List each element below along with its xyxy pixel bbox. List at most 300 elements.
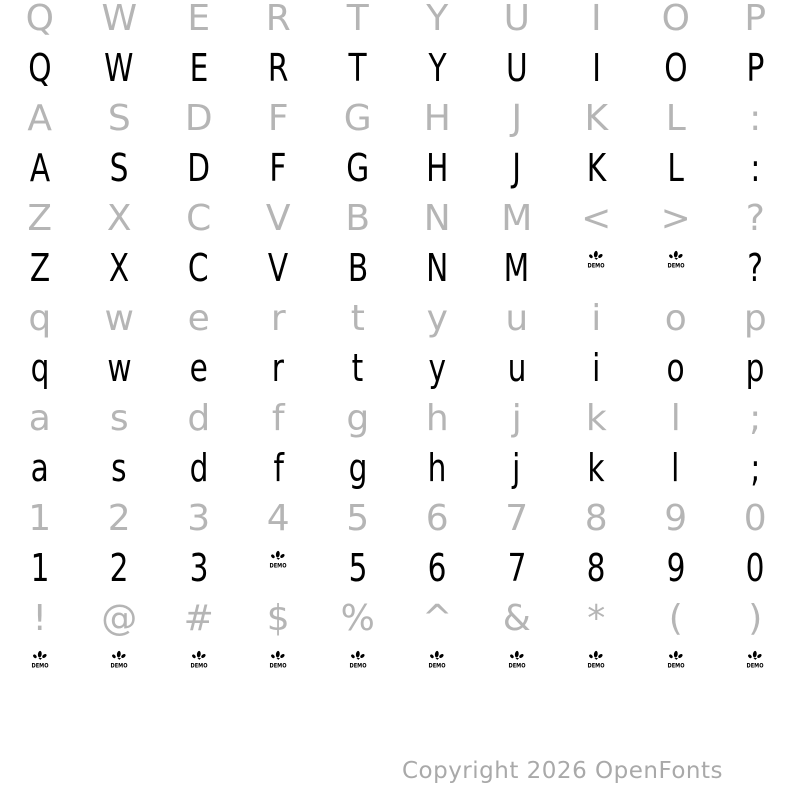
- glyph-cell: [398, 500, 478, 550]
- glyph: :: [750, 146, 761, 190]
- glyph: L: [665, 98, 686, 139]
- glyph-cell: [0, 546, 80, 600]
- glyph-row-reference: [0, 200, 795, 250]
- glyph: i: [592, 346, 601, 390]
- glyph-cell: [318, 146, 398, 200]
- glyph: p: [743, 298, 767, 339]
- demo-glyph-label: DEMO: [110, 662, 128, 669]
- glyph-cell: [159, 546, 239, 600]
- glyph-cell: [557, 300, 637, 350]
- glyph: 0: [743, 498, 767, 539]
- glyph: w: [107, 346, 132, 390]
- glyph: 0: [745, 546, 765, 590]
- glyph-cell: [477, 246, 557, 300]
- glyph-cell: [0, 46, 80, 100]
- glyph-cell: [80, 500, 160, 550]
- glyph-cell: [318, 400, 398, 450]
- demo-glyph-label: DEMO: [667, 662, 685, 669]
- demo-glyph-icon: [745, 650, 765, 669]
- glyph: u: [505, 298, 529, 339]
- demo-glyph-icon: [427, 650, 447, 669]
- glyph-cell: [636, 546, 716, 600]
- glyph-cell: [159, 346, 239, 400]
- glyph-cell: [0, 146, 80, 200]
- glyph-cell: [716, 346, 796, 400]
- glyph-cell: [239, 46, 319, 100]
- glyph-row-specimen: [0, 346, 795, 400]
- glyph-cell: [239, 400, 319, 450]
- demo-glyph-icon: [268, 650, 288, 669]
- demo-glyph-label: DEMO: [349, 662, 367, 669]
- glyph-cell: [318, 446, 398, 500]
- glyph: Y: [426, 0, 449, 39]
- glyph: M: [503, 246, 530, 290]
- glyph: P: [746, 46, 765, 90]
- glyph: X: [106, 198, 132, 239]
- glyph-cell: [398, 146, 478, 200]
- glyph-cell: [716, 300, 796, 350]
- demo-glyph-label: DEMO: [587, 262, 605, 269]
- glyph: g: [348, 446, 368, 490]
- glyph: Z: [27, 198, 53, 239]
- glyph: 9: [666, 546, 686, 590]
- glyph-cell: [159, 600, 239, 650]
- glyph-cell: [557, 546, 637, 600]
- glyph-row-reference: [0, 500, 795, 550]
- glyph-cell: [557, 200, 637, 250]
- glyph-cell: [80, 0, 160, 50]
- glyph: f: [271, 398, 285, 439]
- glyph: E: [187, 0, 211, 39]
- glyph: S: [107, 98, 131, 139]
- glyph-cell: [159, 46, 239, 100]
- glyph: #: [183, 598, 214, 639]
- glyph: 3: [187, 498, 211, 539]
- demo-glyph-icon: [666, 650, 686, 669]
- demo-glyph-icon: [586, 650, 606, 669]
- glyph-cell: [398, 200, 478, 250]
- glyph: O: [664, 46, 688, 90]
- glyph-cell: [716, 400, 796, 450]
- glyph-cell: [636, 300, 716, 350]
- glyph-cell: [557, 100, 637, 150]
- glyph: N: [426, 246, 449, 290]
- glyph-cell: [716, 100, 796, 150]
- glyph: Q: [25, 0, 54, 39]
- glyph: r: [272, 346, 285, 390]
- glyph: l: [671, 446, 680, 490]
- glyph-cell: [477, 46, 557, 100]
- glyph-cell: [716, 650, 796, 700]
- glyph-cell: [477, 500, 557, 550]
- glyph: u: [507, 346, 527, 390]
- glyph-cell: [0, 400, 80, 450]
- glyph: h: [427, 446, 447, 490]
- glyph: 5: [348, 546, 368, 590]
- glyph-cell: [477, 146, 557, 200]
- glyph: a: [30, 446, 49, 490]
- glyph-cell: [0, 200, 80, 250]
- glyph: d: [189, 446, 209, 490]
- glyph-cell: [477, 600, 557, 650]
- glyph-cell: [80, 546, 160, 600]
- glyph: E: [189, 46, 209, 90]
- glyph: t: [350, 298, 365, 339]
- demo-glyph-label: DEMO: [31, 662, 49, 669]
- glyph-row-reference: [0, 600, 795, 650]
- glyph-cell: [239, 446, 319, 500]
- glyph: P: [744, 0, 767, 39]
- glyph: Q: [28, 46, 52, 90]
- glyph-cell: [318, 200, 398, 250]
- glyph-cell: [80, 346, 160, 400]
- glyph-cell: [636, 100, 716, 150]
- glyph: r: [270, 298, 286, 339]
- glyph-row-specimen: [0, 546, 795, 600]
- glyph-cell: [636, 46, 716, 100]
- glyph: Y: [428, 46, 447, 90]
- glyph-cell: [239, 650, 319, 700]
- glyph: K: [584, 98, 609, 139]
- glyph: 6: [425, 498, 449, 539]
- glyph: o: [664, 298, 687, 339]
- glyph: F: [267, 98, 289, 139]
- glyph-cell: [636, 200, 716, 250]
- glyph-cell: [398, 100, 478, 150]
- glyph: G: [346, 146, 370, 190]
- glyph: (: [668, 598, 683, 639]
- glyph: q: [30, 346, 50, 390]
- glyph-cell: [318, 46, 398, 100]
- glyph: C: [186, 198, 212, 239]
- glyph: 5: [346, 498, 370, 539]
- demo-glyph-label: DEMO: [269, 562, 287, 569]
- glyph: N: [423, 198, 451, 239]
- glyph-cell: [477, 546, 557, 600]
- glyph-cell: [239, 346, 319, 400]
- glyph-cell: [557, 46, 637, 100]
- glyph: I: [590, 0, 602, 39]
- glyph-cell: [398, 546, 478, 600]
- glyph: 2: [107, 498, 131, 539]
- glyph-cell: [80, 246, 160, 300]
- glyph: !: [32, 598, 47, 639]
- glyph-cell: [477, 200, 557, 250]
- demo-glyph-label: DEMO: [428, 662, 446, 669]
- glyph-cell: [636, 500, 716, 550]
- glyph-cell: [318, 246, 398, 300]
- glyph: T: [346, 0, 369, 39]
- glyph-cell: [557, 346, 637, 400]
- glyph-cell: [636, 446, 716, 500]
- glyph-cell: [716, 0, 796, 50]
- glyph-cell: [239, 0, 319, 50]
- glyph-row-specimen: [0, 46, 795, 100]
- glyph: i: [591, 298, 602, 339]
- glyph-cell: [0, 650, 80, 700]
- glyph-cell: [0, 500, 80, 550]
- glyph: I: [591, 46, 601, 90]
- glyph: j: [512, 446, 521, 490]
- glyph-cell: [80, 650, 160, 700]
- glyph-cell: [318, 546, 398, 600]
- glyph-row-reference: [0, 0, 795, 50]
- glyph: F: [269, 146, 287, 190]
- glyph-cell: [716, 146, 796, 200]
- glyph-row-specimen: [0, 146, 795, 200]
- glyph: ): [748, 598, 763, 639]
- glyph: V: [265, 198, 291, 239]
- glyph: ?: [745, 198, 765, 239]
- glyph-cell: [159, 0, 239, 50]
- glyph-row-reference: [0, 100, 795, 150]
- glyph-cell: [477, 300, 557, 350]
- glyph-cell: [80, 600, 160, 650]
- glyph-cell: [477, 446, 557, 500]
- glyph: >: [660, 198, 691, 239]
- glyph-cell: [398, 446, 478, 500]
- glyph-cell: [80, 200, 160, 250]
- glyph: L: [667, 146, 684, 190]
- glyph-cell: [557, 500, 637, 550]
- glyph: y: [428, 346, 447, 390]
- demo-glyph-icon: [189, 650, 209, 669]
- glyph-cell: [239, 200, 319, 250]
- glyph-cell: [636, 250, 716, 300]
- glyph-cell: [636, 346, 716, 400]
- glyph: 6: [427, 546, 447, 590]
- glyph-row-reference: [0, 300, 795, 350]
- glyph-cell: [716, 546, 796, 600]
- glyph-cell: [239, 300, 319, 350]
- glyph-cell: [239, 600, 319, 650]
- glyph: R: [267, 46, 289, 90]
- glyph: 1: [28, 498, 52, 539]
- glyph-cell: [159, 400, 239, 450]
- glyph: D: [187, 146, 211, 190]
- glyph: t: [351, 346, 364, 390]
- glyph: s: [111, 446, 127, 490]
- glyph-cell: [318, 600, 398, 650]
- demo-glyph-icon: [586, 250, 606, 269]
- glyph-cell: [239, 100, 319, 150]
- glyph: k: [585, 398, 607, 439]
- glyph: Z: [29, 246, 50, 290]
- glyph: s: [109, 398, 129, 439]
- glyph-cell: [159, 146, 239, 200]
- glyph-cell: [398, 346, 478, 400]
- glyph: W: [101, 0, 138, 39]
- glyph-cell: [557, 400, 637, 450]
- glyph-cell: [0, 446, 80, 500]
- glyph-cell: [159, 100, 239, 150]
- glyph: 8: [586, 546, 606, 590]
- glyph: M: [501, 198, 533, 239]
- glyph: O: [661, 0, 690, 39]
- glyph-cell: [80, 100, 160, 150]
- glyph-cell: [398, 650, 478, 700]
- glyph: <: [581, 198, 612, 239]
- glyph-cell: [159, 300, 239, 350]
- glyph: ;: [749, 398, 762, 439]
- glyph-cell: [318, 346, 398, 400]
- glyph-row-specimen: [0, 650, 795, 700]
- glyph-cell: [636, 0, 716, 50]
- glyph: A: [29, 146, 50, 190]
- glyph: U: [505, 46, 528, 90]
- glyph: A: [27, 98, 53, 139]
- glyph: R: [265, 0, 291, 39]
- glyph: B: [345, 198, 371, 239]
- glyph-cell: [318, 500, 398, 550]
- glyph-cell: [557, 250, 637, 300]
- demo-glyph-icon: [268, 550, 288, 569]
- glyph: C: [188, 246, 210, 290]
- glyph-cell: [636, 146, 716, 200]
- glyph-cell: [159, 200, 239, 250]
- glyph: k: [587, 446, 605, 490]
- demo-glyph-label: DEMO: [587, 662, 605, 669]
- glyph-cell: [159, 650, 239, 700]
- glyph: J: [511, 98, 523, 139]
- glyph: H: [426, 146, 449, 190]
- glyph-cell: [716, 500, 796, 550]
- glyph-cell: [477, 100, 557, 150]
- demo-glyph-label: DEMO: [269, 662, 287, 669]
- glyph: 3: [189, 546, 209, 590]
- glyph: D: [184, 98, 213, 139]
- glyph: 7: [507, 546, 527, 590]
- glyph-cell: [636, 600, 716, 650]
- glyph-cell: [636, 650, 716, 700]
- glyph-cell: [80, 400, 160, 450]
- glyph: e: [187, 298, 210, 339]
- glyph: ^: [422, 598, 453, 639]
- demo-glyph-label: DEMO: [746, 662, 764, 669]
- glyph-cell: [80, 46, 160, 100]
- glyph: V: [268, 246, 289, 290]
- glyph: 8: [584, 498, 608, 539]
- glyph: l: [670, 398, 681, 439]
- glyph: o: [666, 346, 685, 390]
- glyph-cell: [0, 600, 80, 650]
- demo-glyph-icon: [666, 250, 686, 269]
- glyph: J: [512, 146, 522, 190]
- glyph-cell: [239, 500, 319, 550]
- glyph: :: [749, 98, 762, 139]
- glyph: f: [273, 446, 284, 490]
- glyph-row-reference: [0, 400, 795, 450]
- glyph-cell: [557, 0, 637, 50]
- glyph: 1: [30, 546, 50, 590]
- glyph: U: [503, 0, 530, 39]
- glyph-cell: [716, 446, 796, 500]
- glyph: ?: [747, 246, 764, 290]
- glyph: %: [340, 598, 375, 639]
- glyph-cell: [398, 600, 478, 650]
- glyph-cell: [398, 400, 478, 450]
- glyph: W: [104, 46, 134, 90]
- glyph: B: [347, 246, 368, 290]
- glyph-cell: [477, 400, 557, 450]
- glyph: ;: [750, 446, 761, 490]
- glyph-cell: [318, 650, 398, 700]
- demo-glyph-icon: [30, 650, 50, 669]
- demo-glyph-icon: [109, 650, 129, 669]
- glyph: y: [426, 298, 448, 339]
- glyph-cell: [239, 146, 319, 200]
- glyph: T: [348, 46, 367, 90]
- glyph-cell: [239, 246, 319, 300]
- glyph-cell: [557, 600, 637, 650]
- glyph-cell: [636, 400, 716, 450]
- glyph-cell: [557, 446, 637, 500]
- glyph-cell: [80, 146, 160, 200]
- glyph: w: [104, 298, 134, 339]
- glyph-cell: [477, 0, 557, 50]
- glyph-cell: [477, 346, 557, 400]
- demo-glyph-icon: [507, 650, 527, 669]
- glyph-cell: [477, 650, 557, 700]
- glyph: &: [502, 598, 531, 639]
- glyph-cell: [159, 500, 239, 550]
- glyph: 4: [266, 498, 290, 539]
- glyph-cell: [0, 246, 80, 300]
- glyph: H: [423, 98, 451, 139]
- glyph: q: [28, 298, 52, 339]
- demo-glyph-label: DEMO: [508, 662, 526, 669]
- demo-glyph-label: DEMO: [667, 262, 685, 269]
- glyph: p: [745, 346, 765, 390]
- glyph: j: [511, 398, 522, 439]
- glyph-cell: [716, 46, 796, 100]
- glyph-row-specimen: [0, 446, 795, 500]
- glyph: d: [187, 398, 211, 439]
- glyph-cell: [318, 100, 398, 150]
- glyph: G: [343, 98, 372, 139]
- glyph-cell: [398, 0, 478, 50]
- glyph-cell: [398, 300, 478, 350]
- glyph-cell: [557, 650, 637, 700]
- glyph: K: [586, 146, 606, 190]
- glyph-cell: [0, 0, 80, 50]
- glyph-cell: [318, 0, 398, 50]
- glyph-cell: [557, 146, 637, 200]
- glyph-cell: [398, 46, 478, 100]
- glyph-cell: [318, 300, 398, 350]
- demo-glyph-label: DEMO: [190, 662, 208, 669]
- glyph: h: [425, 398, 449, 439]
- glyph: $: [266, 598, 290, 639]
- glyph: g: [346, 398, 370, 439]
- glyph-cell: [239, 550, 319, 600]
- glyph-cell: [0, 346, 80, 400]
- demo-glyph-icon: [348, 650, 368, 669]
- glyph-cell: [80, 446, 160, 500]
- glyph: X: [109, 246, 130, 290]
- glyph: 2: [109, 546, 129, 590]
- glyph-cell: [0, 100, 80, 150]
- glyph: 9: [664, 498, 688, 539]
- copyright-text: Copyright 2026 OpenFonts: [401, 758, 723, 784]
- glyph-cell: [716, 246, 796, 300]
- glyph-cell: [159, 246, 239, 300]
- glyph: S: [109, 146, 129, 190]
- glyph-cell: [0, 300, 80, 350]
- glyph: e: [189, 346, 208, 390]
- glyph: @: [101, 598, 138, 639]
- glyph-cell: [716, 600, 796, 650]
